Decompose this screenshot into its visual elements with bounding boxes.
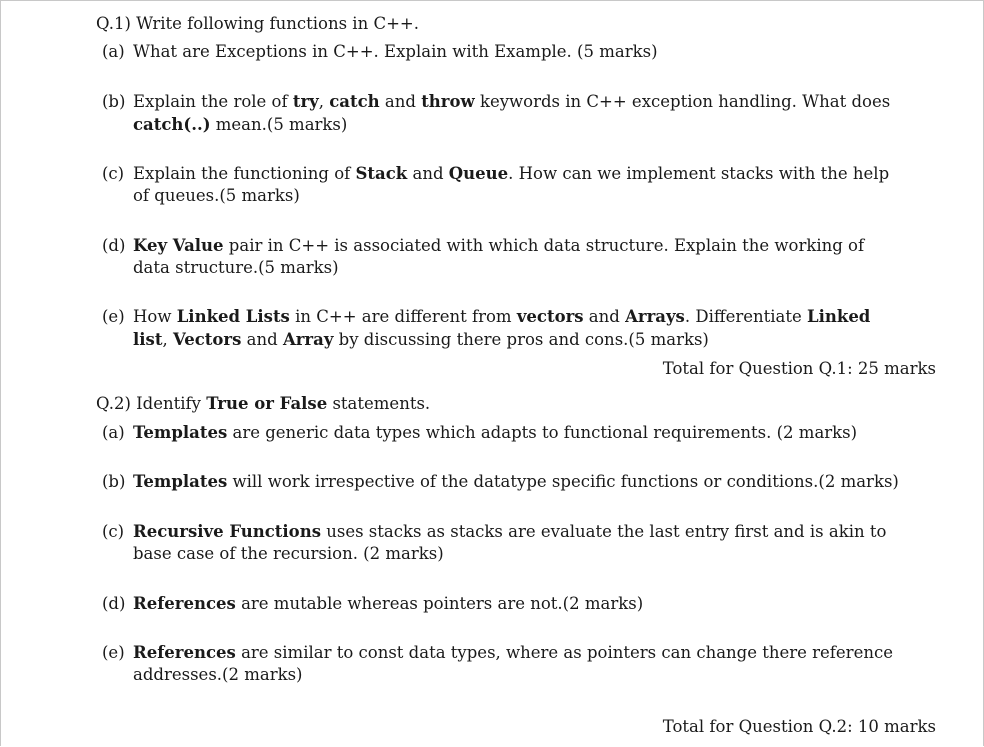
q1-heading: Q.1) Write following functions in C++. xyxy=(96,14,419,33)
justified-line xyxy=(133,163,890,185)
text-run: statements. xyxy=(327,394,431,413)
text-run: Q.2) Identify xyxy=(96,394,207,413)
justified-line xyxy=(133,235,864,257)
bold-text: catch xyxy=(329,92,380,111)
text-run: addresses.(2 marks) xyxy=(133,665,303,684)
q2-item-c-line-1 xyxy=(133,521,887,543)
justified-line xyxy=(133,306,871,328)
text-run: . Differentiate xyxy=(684,307,808,326)
text-run: in C++ are different from xyxy=(289,307,517,326)
q1-item-b-line-1 xyxy=(133,91,891,113)
bold-text: References xyxy=(133,594,236,613)
text-run: mean.(5 marks) xyxy=(210,115,348,134)
text-run: of queues.(5 marks) xyxy=(133,186,300,205)
q2-item-c-letter: (c) xyxy=(102,522,125,541)
q1-item-b-line-2 xyxy=(133,114,347,136)
q2-item-e-letter: (e) xyxy=(102,643,125,662)
text-run: , xyxy=(318,92,330,111)
q1-item-c-letter: (c) xyxy=(102,164,125,183)
q2-item-d-letter: (d) xyxy=(102,594,126,613)
bold-text: Queue xyxy=(448,164,509,183)
justified-line xyxy=(133,91,891,113)
q2-item-e-line-2 xyxy=(133,664,302,686)
q2-item-a-letter: (a) xyxy=(102,423,125,442)
bold-text: try xyxy=(292,92,319,111)
bold-text: throw xyxy=(421,92,475,111)
text-run: data structure.(5 marks) xyxy=(133,258,339,277)
bold-text: vectors xyxy=(516,307,584,326)
q1-item-d-letter: (d) xyxy=(102,236,126,255)
bold-text: Stack xyxy=(355,164,408,183)
q2-heading xyxy=(96,393,430,415)
q1-total: Total for Question Q.1: 25 marks xyxy=(662,359,936,378)
text-run: . How can we implement stacks with the help xyxy=(508,164,890,183)
bold-text: Templates xyxy=(133,423,228,442)
bold-text: list xyxy=(133,330,163,349)
bold-text: catch(..) xyxy=(133,115,211,134)
text-run: are mutable whereas pointers are not.(2 marks) xyxy=(235,594,644,613)
bold-text: True or False xyxy=(206,394,328,413)
justified-line xyxy=(133,521,887,543)
q2-total: Total for Question Q.2: 10 marks xyxy=(662,717,936,736)
text-run: , xyxy=(162,330,173,349)
q2-item-a-line-1 xyxy=(133,422,857,444)
bold-text: Vectors xyxy=(172,330,242,349)
text-run: pair in C++ is associated with which data structure. Explain the working of xyxy=(223,236,865,255)
bold-text: Linked Lists xyxy=(176,307,290,326)
bold-text: Key Value xyxy=(133,236,224,255)
bold-text: Templates xyxy=(133,472,228,491)
q2-item-d-line-1 xyxy=(133,593,643,615)
q1-item-c-line-1 xyxy=(133,163,890,185)
text-run: and xyxy=(583,307,626,326)
text-run: and xyxy=(379,92,422,111)
q1-item-a-letter: (a) xyxy=(102,42,125,61)
q2-item-b-letter: (b) xyxy=(102,472,126,491)
bold-text: Array xyxy=(282,330,334,349)
text-run: and xyxy=(407,164,449,183)
q1-item-e-line-2 xyxy=(133,329,709,351)
q1-item-a-line-1 xyxy=(133,41,658,63)
bold-text: Recursive Functions xyxy=(133,522,321,541)
q1-item-e-letter: (e) xyxy=(102,307,125,326)
bold-text: References xyxy=(133,643,236,662)
justified-line xyxy=(133,642,893,664)
text-run: keywords in C++ exception handling. What does xyxy=(474,92,891,111)
text-run: How xyxy=(133,307,177,326)
text-run: What are Exceptions in C++. Explain with Example. (5 marks) xyxy=(133,42,658,61)
bold-text: Linked xyxy=(807,307,871,326)
q1-item-d-line-1 xyxy=(133,235,864,257)
text-run: Explain the role of xyxy=(133,92,293,111)
q2-item-b-line-1 xyxy=(133,471,899,493)
q2-item-e-line-1 xyxy=(133,642,893,664)
q1-item-d-line-2 xyxy=(133,257,339,279)
text-run: will work irrespective of the datatype specific functions or conditions.(2 marks) xyxy=(227,472,899,491)
text-run: Explain the functioning of xyxy=(133,164,356,183)
bold-text: Arrays xyxy=(625,307,685,326)
text-run: by discussing there pros and cons.(5 marks) xyxy=(333,330,709,349)
text-run: uses stacks as stacks are evaluate the last entry first and is akin to xyxy=(320,522,887,541)
q1-item-b-letter: (b) xyxy=(102,92,126,111)
q2-item-c-line-2 xyxy=(133,543,444,565)
text-run: and xyxy=(241,330,283,349)
text-run: are generic data types which adapts to functional requirements. (2 marks) xyxy=(227,423,858,442)
text-run: base case of the recursion. (2 marks) xyxy=(133,544,444,563)
q1-item-e-line-1 xyxy=(133,306,871,328)
text-run: are similar to const data types, where as pointers can change there reference xyxy=(235,643,893,662)
q1-item-c-line-2 xyxy=(133,185,300,207)
